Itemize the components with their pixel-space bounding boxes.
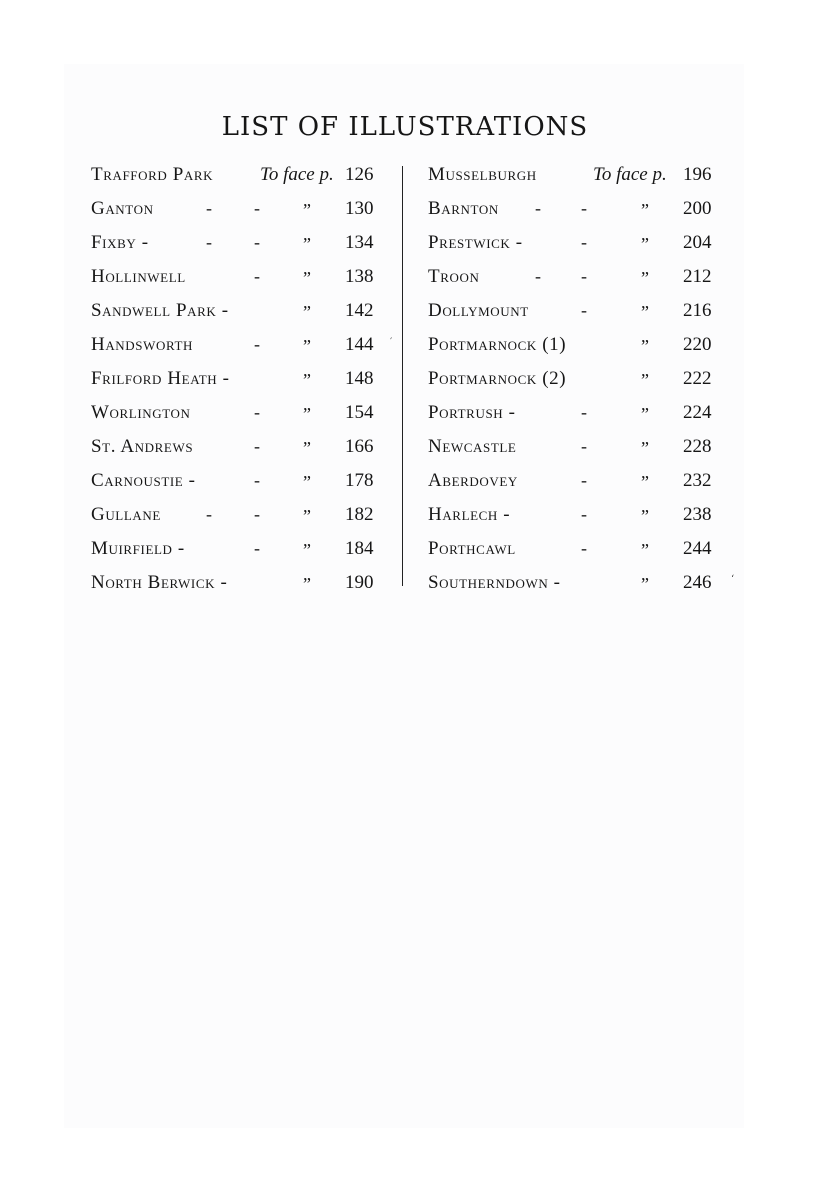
illustration-name: Sandwell Park -	[91, 300, 229, 321]
ditto-mark: ”	[641, 506, 649, 526]
leader-dash: -	[581, 402, 587, 422]
ditto-mark: ”	[641, 302, 649, 322]
illustration-name: Hollinwell	[91, 266, 186, 287]
ditto-mark: ”	[303, 336, 311, 356]
list-item	[91, 296, 391, 330]
list-item	[428, 432, 728, 466]
list-item	[91, 364, 391, 398]
page-number: 212	[683, 266, 712, 287]
ditto-mark: ”	[303, 268, 311, 288]
leader-dash: -	[254, 266, 260, 286]
list-item	[91, 432, 391, 466]
list-item	[91, 228, 391, 262]
leader-dash: -	[581, 266, 587, 286]
leader-dash: -	[581, 470, 587, 490]
leader-dash: -	[581, 504, 587, 524]
ditto-mark: ”	[303, 234, 311, 254]
illustration-name: Handsworth	[91, 334, 193, 355]
ditto-mark: ”	[641, 574, 649, 594]
illustration-name: Dollymount	[428, 300, 529, 321]
page-number: 142	[345, 300, 374, 321]
list-item	[91, 262, 391, 296]
list-item	[428, 262, 728, 296]
list-item	[91, 160, 391, 194]
list-item	[91, 568, 391, 602]
page-number: 148	[345, 368, 374, 389]
illustration-name: St. Andrews	[91, 436, 194, 457]
page-number: 190	[345, 572, 374, 593]
ditto-mark: ”	[303, 472, 311, 492]
leader-dash: -	[535, 266, 541, 286]
page-number: 244	[683, 538, 712, 559]
column-divider	[402, 166, 403, 586]
stray-mark: ‘	[731, 574, 735, 585]
list-item	[91, 534, 391, 568]
list-item	[428, 568, 728, 602]
ditto-mark: ”	[303, 200, 311, 220]
leader-dash: -	[254, 402, 260, 422]
page-number: 138	[345, 266, 374, 287]
page-number: 216	[683, 300, 712, 321]
leader-dash: -	[581, 198, 587, 218]
ditto-mark: ”	[303, 506, 311, 526]
leader-dash: -	[581, 300, 587, 320]
page-number: 204	[683, 232, 712, 253]
illustration-name: Newcastle	[428, 436, 517, 457]
leader-dash: -	[254, 334, 260, 354]
leader-dash: -	[581, 538, 587, 558]
list-item	[91, 194, 391, 228]
illustration-name: Frilford Heath -	[91, 368, 230, 389]
leader-dash: -	[206, 198, 212, 218]
list-item	[428, 364, 728, 398]
page-title: LIST OF ILLUSTRATIONS	[221, 111, 589, 143]
leader-dash: -	[206, 232, 212, 252]
illustration-name: Portmarnock (1)	[428, 334, 567, 355]
leader-dash: -	[254, 232, 260, 252]
page-number: 126	[345, 164, 374, 185]
illustration-name: Portrush -	[428, 402, 516, 423]
ditto-mark: ”	[303, 540, 311, 560]
left-illustration-list	[91, 160, 391, 600]
leader-dash: -	[581, 436, 587, 456]
leader-dash: -	[254, 538, 260, 558]
leader-dash: -	[254, 198, 260, 218]
ditto-mark: ”	[641, 370, 649, 390]
ditto-mark: ”	[303, 574, 311, 594]
leader-dash: -	[254, 470, 260, 490]
page-number: 232	[683, 470, 712, 491]
illustration-name: Portmarnock (2)	[428, 368, 567, 389]
list-item	[428, 228, 728, 262]
illustration-name: Carnoustie -	[91, 470, 196, 491]
illustration-name: Trafford Park	[91, 164, 214, 185]
page-number: 238	[683, 504, 712, 525]
illustration-name: Southerndown -	[428, 572, 561, 593]
page-number: 246	[683, 572, 712, 593]
illustration-name: Troon	[428, 266, 480, 287]
illustration-name: North Berwick -	[91, 572, 228, 593]
list-item	[428, 500, 728, 534]
ditto-mark: ”	[303, 370, 311, 390]
leader-dash: -	[581, 232, 587, 252]
page-number: 222	[683, 368, 712, 389]
ditto-mark: ”	[641, 438, 649, 458]
ditto-mark: ”	[641, 472, 649, 492]
illustration-name: Muirfield -	[91, 538, 185, 559]
ditto-mark: ”	[641, 336, 649, 356]
list-item	[428, 466, 728, 500]
illustration-name: Barnton	[428, 198, 499, 219]
illustration-name: Fixby -	[91, 232, 149, 253]
page-number: 200	[683, 198, 712, 219]
page-number: 134	[345, 232, 374, 253]
ditto-mark: ”	[303, 438, 311, 458]
illustration-name: Porthcawl	[428, 538, 516, 559]
list-item	[91, 500, 391, 534]
list-item	[91, 466, 391, 500]
illustration-name: Harlech -	[428, 504, 511, 525]
to-face-label: To face p.	[593, 164, 667, 185]
list-item	[91, 330, 391, 364]
leader-dash: -	[206, 504, 212, 524]
page-number: 184	[345, 538, 374, 559]
page-number: 130	[345, 198, 374, 219]
ditto-mark: ”	[303, 404, 311, 424]
ditto-mark: ”	[641, 268, 649, 288]
illustration-name: Prestwick -	[428, 232, 523, 253]
list-item	[91, 398, 391, 432]
ditto-mark: ”	[641, 404, 649, 424]
page-number: 178	[345, 470, 374, 491]
list-item	[428, 534, 728, 568]
list-item	[428, 398, 728, 432]
leader-dash: -	[254, 436, 260, 456]
right-illustration-list	[428, 160, 728, 600]
list-item	[428, 296, 728, 330]
illustration-name: Ganton	[91, 198, 154, 219]
stray-mark: ′	[390, 337, 393, 348]
to-face-label: To face p.	[260, 164, 334, 185]
page-number: 224	[683, 402, 712, 423]
leader-dash: -	[535, 198, 541, 218]
list-item	[428, 194, 728, 228]
page-number: 220	[683, 334, 712, 355]
leader-dash: -	[254, 504, 260, 524]
page-number: 154	[345, 402, 374, 423]
illustration-name: Gullane	[91, 504, 161, 525]
ditto-mark: ”	[641, 540, 649, 560]
illustration-name: Musselburgh	[428, 164, 537, 185]
illustration-name: Worlington	[91, 402, 191, 423]
ditto-mark: ”	[641, 200, 649, 220]
page-number: 182	[345, 504, 374, 525]
list-item	[428, 330, 728, 364]
ditto-mark: ”	[641, 234, 649, 254]
page-number: 166	[345, 436, 374, 457]
page-number: 228	[683, 436, 712, 457]
page-number: 196	[683, 164, 712, 185]
page-number: 144	[345, 334, 374, 355]
list-item	[428, 160, 728, 194]
illustration-name: Aberdovey	[428, 470, 518, 491]
ditto-mark: ”	[303, 302, 311, 322]
